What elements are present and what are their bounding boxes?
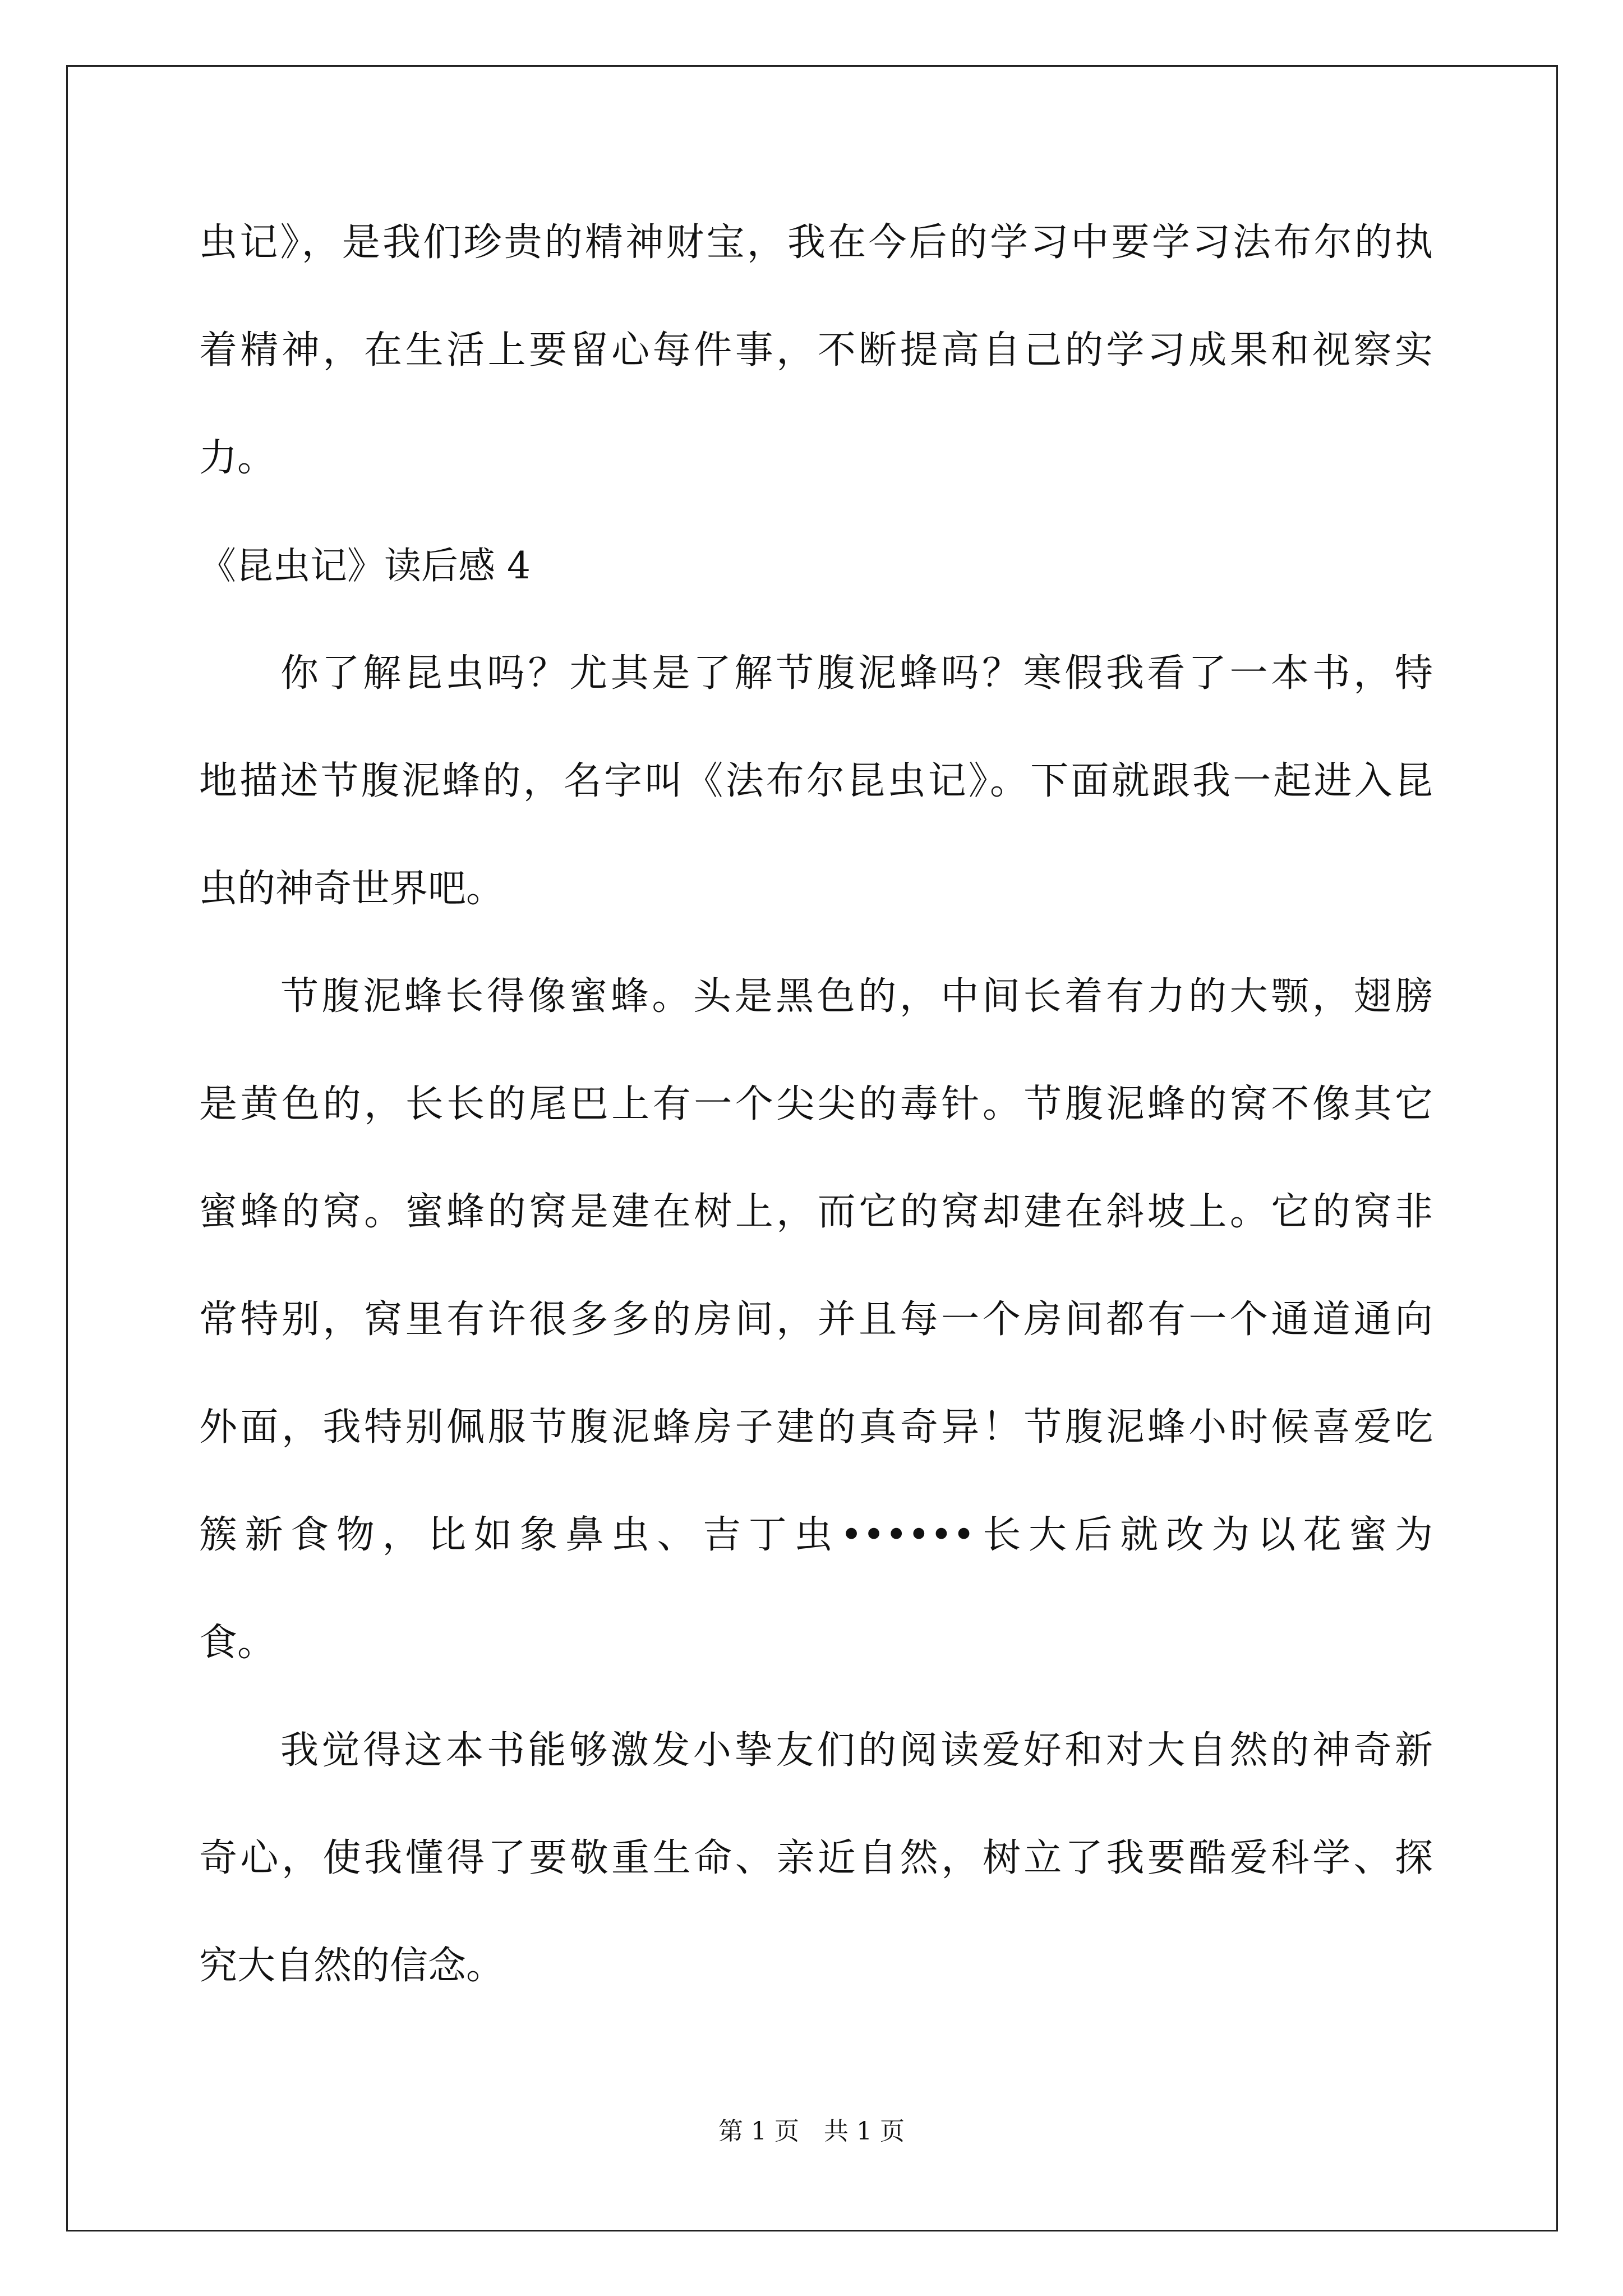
text-line: 虫记》，是我们珍贵的精神财宝，我在今后的学习中要学习法布尔的执 [199,220,1433,265]
text-line: 力。 [199,436,276,480]
text-line: 虫的神奇世界吧。 [199,867,505,911]
text-line: 节腹泥蜂长得像蜜蜂。头是黑色的，中间长着有力的大颚，翅膀 [280,974,1433,1019]
text-line: 我觉得这本书能够激发小挚友们的阅读爱好和对大自然的神奇新 [280,1728,1433,1773]
text-line: 地描述节腹泥蜂的，名字叫《法布尔昆虫记》。下面就跟我一起进入昆 [199,759,1433,803]
text-line: 常特别，窝里有许很多多的房间，并且每一个房间都有一个通道通向 [199,1297,1433,1342]
text-line: 究大自然的信念。 [199,1944,505,1988]
text-line: 奇心，使我懂得了要敬重生命、亲近自然，树立了我要酷爱科学、探 [199,1836,1433,1880]
section-heading: 《昆虫记》读后感 4 [199,544,531,587]
page-border [66,65,1558,2231]
text-line: 着精神，在生活上要留心每件事，不断提高自己的学习成果和视察实 [199,328,1433,372]
page-number-footer: 第 1 页 共 1 页 [718,2117,905,2146]
text-line: 蜜蜂的窝。蜜蜂的窝是建在树上，而它的窝却建在斜坡上。它的窝非 [199,1190,1433,1234]
text-line: 外面，我特别佩服节腹泥蜂房子建的真奇异！节腹泥蜂小时候喜爱吃 [199,1405,1433,1450]
text-line: 食。 [199,1621,276,1665]
text-line: 簇新食物，比如象鼻虫、吉丁虫••••••长大后就改为以花蜜为 [199,1513,1433,1557]
text-line: 是黄色的，长长的尾巴上有一个尖尖的毒针。节腹泥蜂的窝不像其它 [199,1082,1433,1126]
text-line: 你了解昆虫吗？尤其是了解节腹泥蜂吗？寒假我看了一本书，特 [280,651,1433,696]
